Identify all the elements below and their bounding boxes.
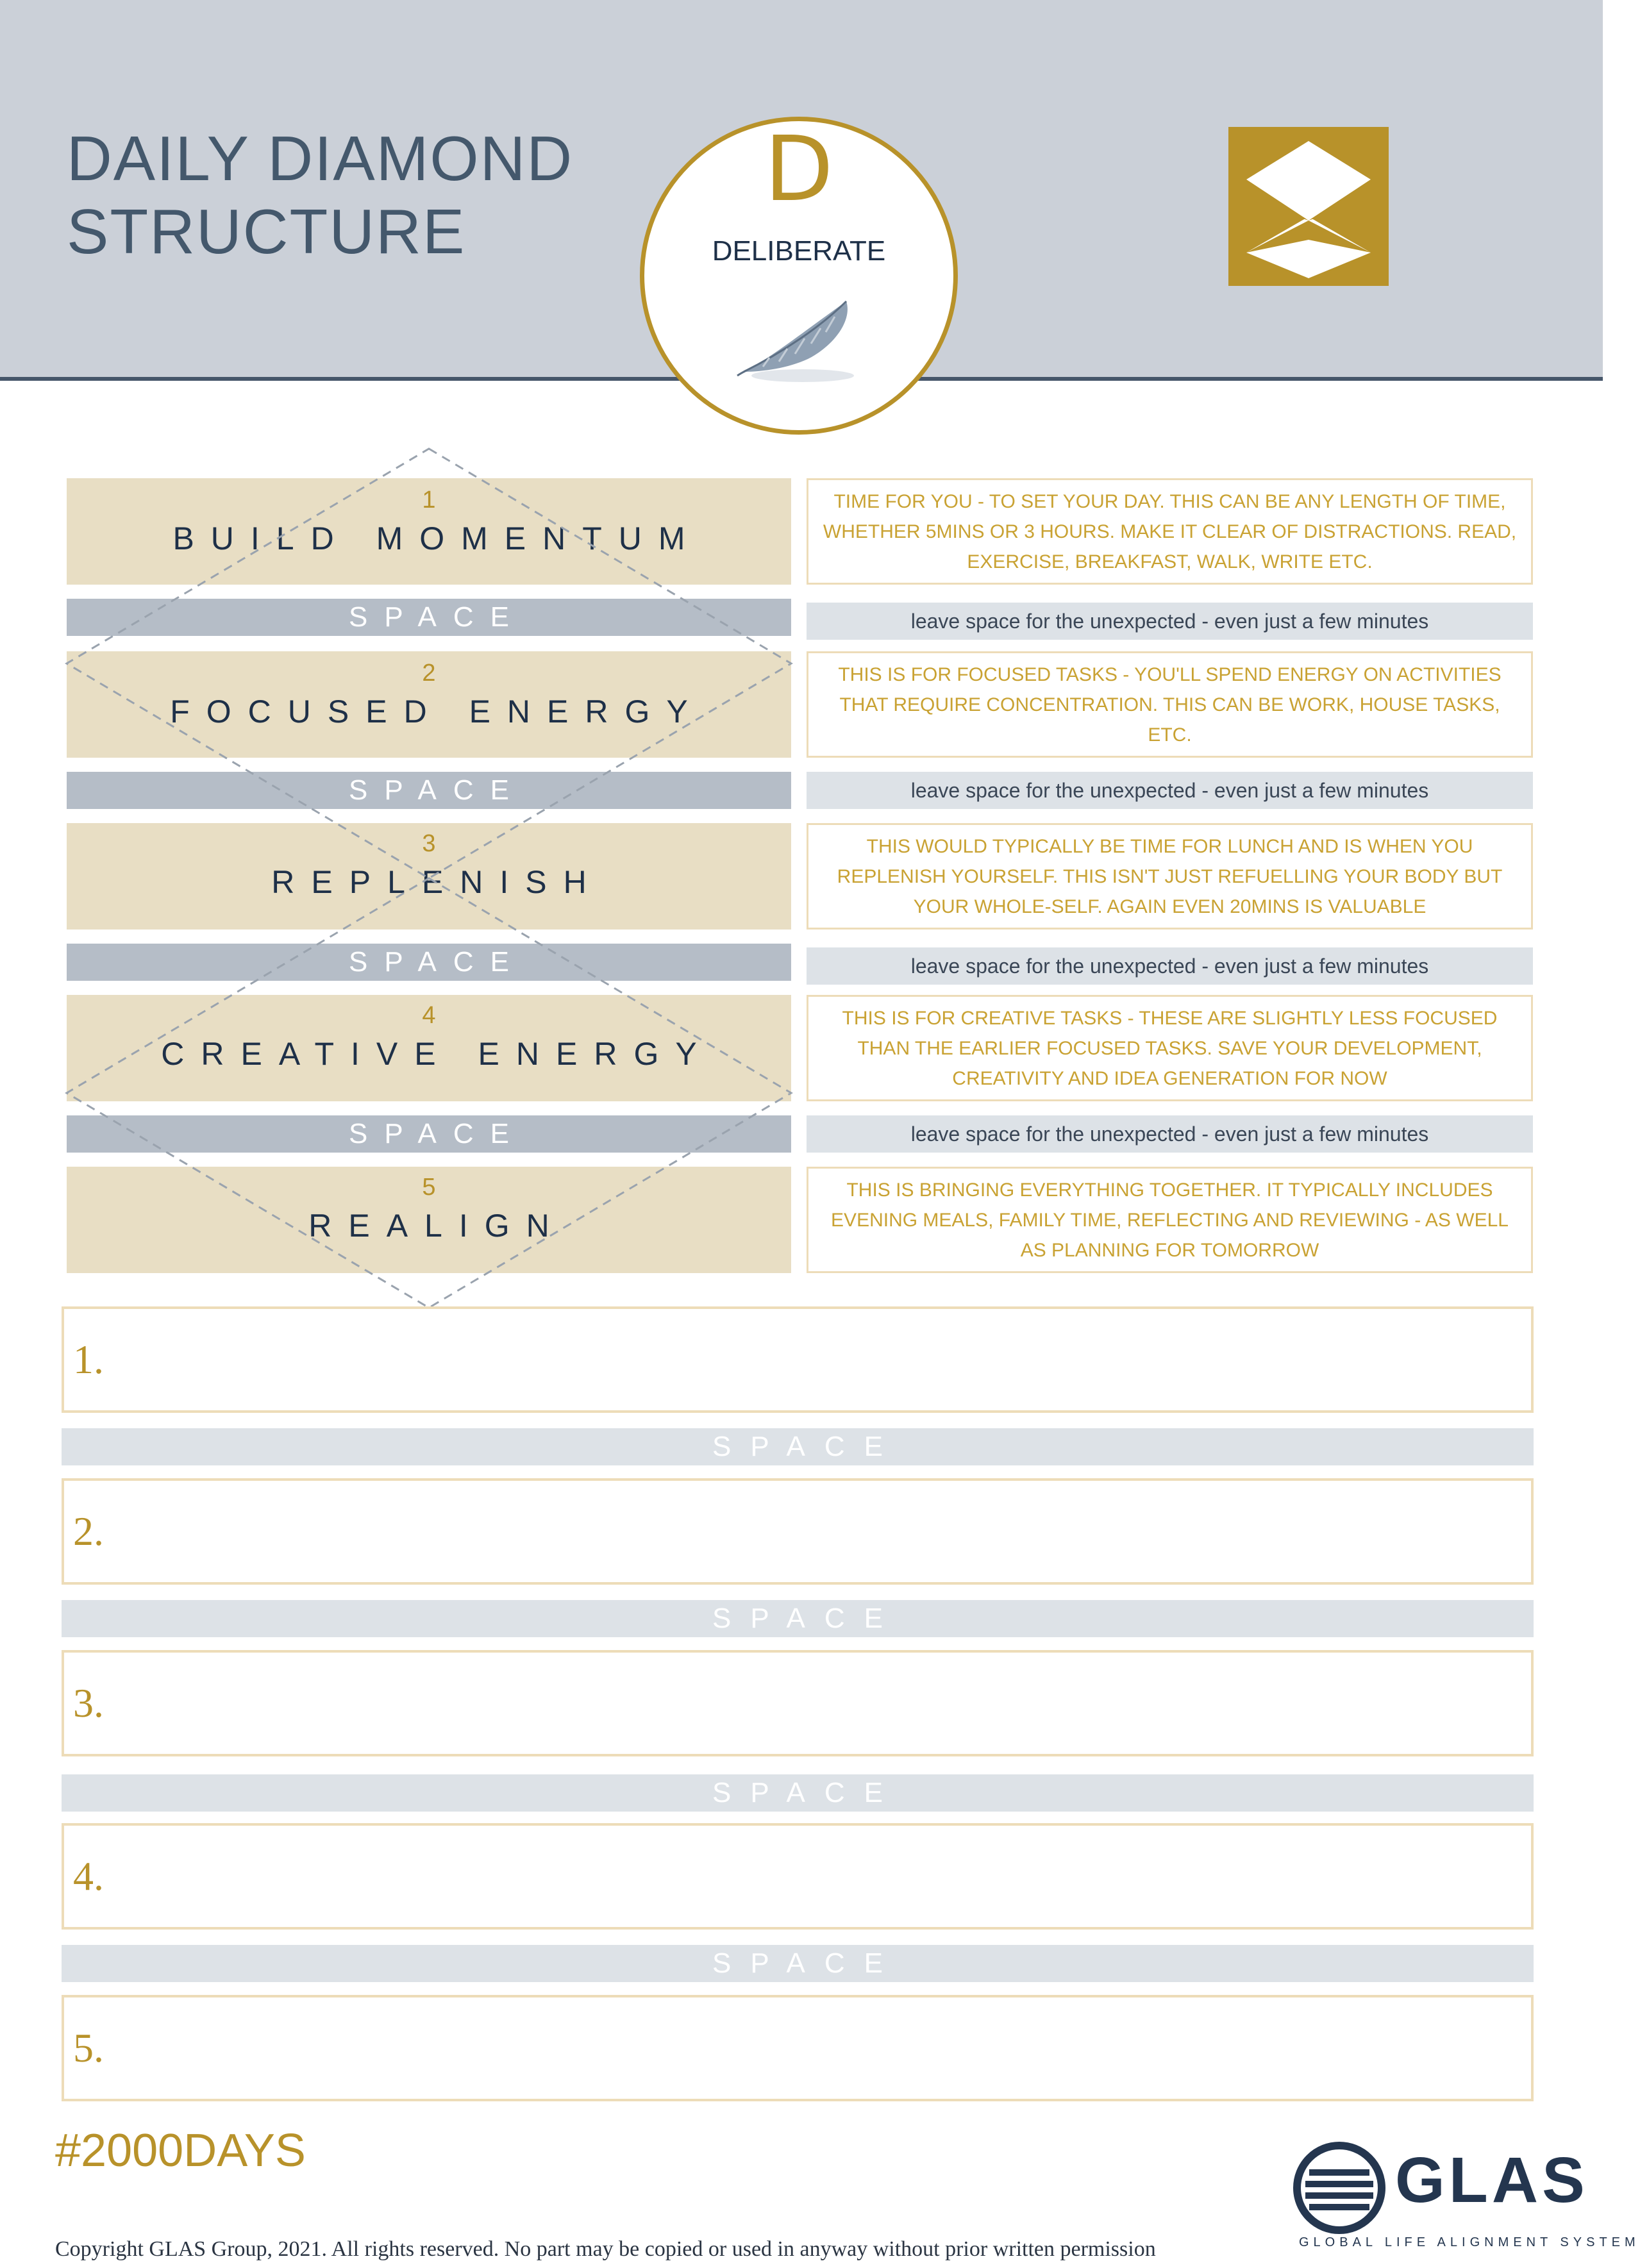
plan-space-band: SPACE bbox=[62, 1600, 1534, 1637]
copyright-notice: Copyright GLAS Group, 2021. All rights reserved. No part may be copied or used in anyway without prior written permission bbox=[55, 2237, 1156, 2261]
badge-word: DELIBERATE bbox=[712, 235, 886, 267]
space-label: SPACE bbox=[349, 601, 526, 633]
diamond-logo bbox=[1228, 127, 1389, 286]
plan-entry-label: 3. bbox=[73, 1680, 104, 1726]
row-description-box bbox=[807, 995, 1533, 1101]
row-number: 4 bbox=[422, 1002, 436, 1029]
plan-entry-label: 2. bbox=[73, 1508, 104, 1554]
badge-letter: D bbox=[764, 117, 833, 222]
row-title: CREATIVE ENERGY bbox=[161, 1036, 714, 1072]
space-label: SPACE bbox=[349, 1118, 526, 1149]
plan-entry-box[interactable] bbox=[62, 1650, 1534, 1756]
hashtag: #2000DAYS bbox=[55, 2125, 306, 2176]
glas-tagline: GLOBAL LIFE ALIGNMENT SYSTEM bbox=[1299, 2235, 1640, 2249]
plan-space-band: SPACE bbox=[62, 1774, 1534, 1812]
row-description: THIS IS FOR FOCUSED TASKS - YOU'LL SPEND ENERGY ON ACTIVITIES THAT REQUIRE CONCENTRATION. THIS CAN BE WORK, HOUSE TASKS, ETC. bbox=[838, 663, 1502, 746]
space-label: SPACE bbox=[349, 946, 526, 978]
row-description-box bbox=[807, 651, 1533, 758]
plan-entry-label: 1. bbox=[73, 1337, 104, 1382]
row-number: 5 bbox=[422, 1174, 436, 1201]
row-description: THIS IS BRINGING EVERYTHING TOGETHER. IT TYPICALLY INCLUDES EVENING MEALS, FAMILY TIME, REFLECTING AND REVIEWING - AS WELL AS PLANNING FOR TOMORROW bbox=[831, 1179, 1509, 1261]
plan-entry-box[interactable] bbox=[62, 1478, 1534, 1585]
row-description: THIS WOULD TYPICALLY BE TIME FOR LUNCH AND IS WHEN YOU REPLENISH YOURSELF. THIS ISN'T JUST REFUELLING YOUR BODY BUT YOUR WHOLE-SELF. AGAIN EVEN 20MINS IS VALUABLE bbox=[837, 835, 1503, 917]
row-description-box bbox=[807, 823, 1533, 930]
row-number: 2 bbox=[422, 660, 436, 687]
plan-entry-label: 4. bbox=[73, 1853, 104, 1899]
row-title: REPLENISH bbox=[271, 864, 603, 900]
plan-space-band: SPACE bbox=[62, 1945, 1534, 1982]
plan-entry-box[interactable] bbox=[62, 1306, 1534, 1413]
row-title: FOCUSED ENERGY bbox=[170, 694, 705, 730]
page-title-line-1: DAILY DIAMOND bbox=[67, 123, 574, 194]
page-title-line-2: STRUCTURE bbox=[67, 196, 466, 267]
row-number: 1 bbox=[422, 487, 436, 513]
space-note: leave space for the unexpected - even just a few minutes bbox=[807, 772, 1533, 809]
row-title: BUILD MOMENTUM bbox=[172, 521, 702, 556]
plan-entry-box[interactable] bbox=[62, 1823, 1534, 1930]
row-description-box bbox=[807, 1167, 1533, 1273]
stacked-diamond-icon bbox=[1228, 127, 1389, 286]
row-number: 3 bbox=[422, 830, 436, 857]
plan-entry-label: 5. bbox=[73, 2025, 104, 2071]
space-label: SPACE bbox=[349, 774, 526, 806]
row-description-box bbox=[807, 478, 1533, 585]
plan-entry-box[interactable] bbox=[62, 1995, 1534, 2101]
row-title: REALIGN bbox=[308, 1208, 566, 1244]
feather-icon bbox=[724, 282, 878, 391]
glas-brand: GLAS bbox=[1395, 2144, 1589, 2216]
space-note: leave space for the unexpected - even just a few minutes bbox=[807, 947, 1533, 985]
row-description: THIS IS FOR CREATIVE TASKS - THESE ARE SLIGHTLY LESS FOCUSED THAN THE EARLIER FOCUSED TASKS. SAVE YOUR DEVELOPMENT, CREATIVITY AND IDEA GENERATION FOR NOW bbox=[842, 1007, 1498, 1089]
plan-space-band: SPACE bbox=[62, 1428, 1534, 1465]
glas-globe-icon bbox=[1291, 2140, 1387, 2236]
space-note: leave space for the unexpected - even just a few minutes bbox=[807, 1115, 1533, 1153]
row-description: TIME FOR YOU - TO SET YOUR DAY. THIS CAN BE ANY LENGTH OF TIME, WHETHER 5MINS OR 3 HOURS. MAKE IT CLEAR OF DISTRACTIONS. READ, EXERCISE, BREAKFAST, WALK, WRITE ETC. bbox=[823, 490, 1517, 572]
space-note: leave space for the unexpected - even just a few minutes bbox=[807, 603, 1533, 640]
